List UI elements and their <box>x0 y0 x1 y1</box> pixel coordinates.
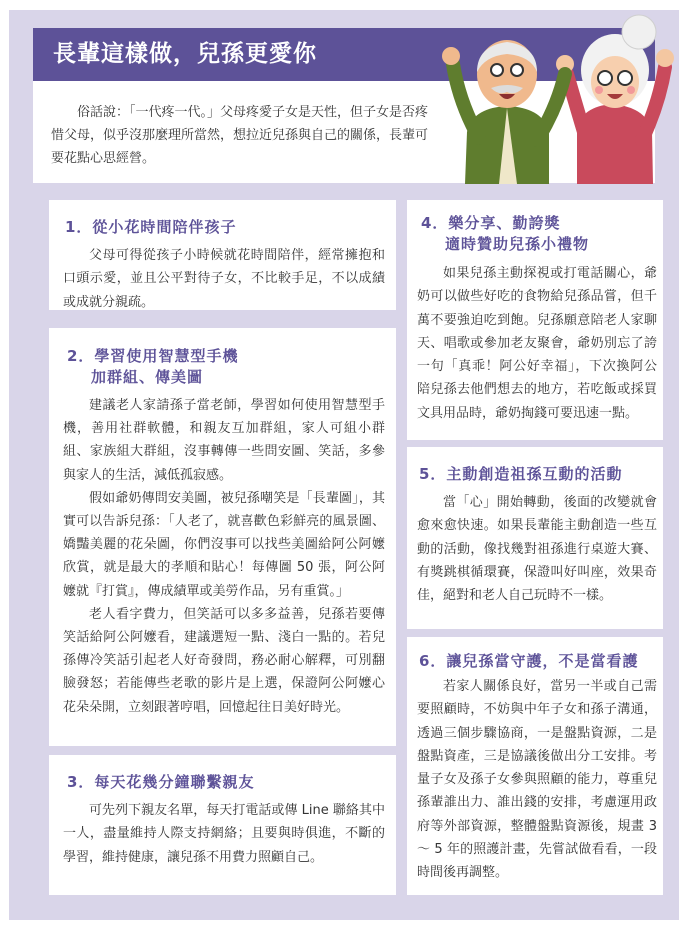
page-background <box>9 10 679 920</box>
section-body-1 <box>63 244 385 314</box>
section-card-4 <box>407 200 663 440</box>
section-title-3: 3．每天花幾分鐘聯繫親友 <box>67 773 255 791</box>
section-card-1 <box>49 200 396 310</box>
section-card-2 <box>49 328 396 746</box>
paragraph: 可先列下親友名單，每天打電話或傳 Line 聯絡其中一人，盡量維持人際支持網絡；且要與時俱進，不斷的學習，維持健康，讓兒孫不用費力照顧自己。 <box>63 803 385 865</box>
page-title: 長輩這樣做，兒孫更愛你 <box>53 41 317 67</box>
paragraph: 若家人關係良好，當另一半或自己需要照顧時，不妨與中年子女和孫子溝通，透過三個步驟協商，一是盤點資源，二是盤點資產，三是協議後做出分工安排。考量子女及孫子女參與照顧的能力，尊重兒孫輩誰出力、誰出錢的安排，考慮運用政府等外部資源，整體盤點資源後，規畫 3 ～ 5 年的照護計畫，先嘗試做看看，一段時間後再調整。 <box>417 679 657 881</box>
section-card-5 <box>407 447 663 629</box>
section-title-4: 4．樂分享、勤誇獎 適時贊助兒孫小禮物 <box>421 214 590 253</box>
section-title-5: 5．主動創造祖孫互動的活動 <box>419 465 623 483</box>
grandpa-figure <box>442 40 565 184</box>
elderly-couple-cheering-illustration <box>427 12 679 184</box>
section-body-6 <box>417 675 657 885</box>
section-title-1: 1．從小花時間陪伴孩子 <box>65 218 237 236</box>
paragraph: 老人看字費力，但笑話可以多多益善，兒孫若要傳笑話給阿公阿嬤看，建議選短一點、淺白一點的。若兒孫傳冷笑話引起老人好奇發問，務必耐心解釋，可別翻臉發怒；若能傳些老歌的影片是上選，保證阿公阿嬤心花朵朵開，立刻跟著哼唱，回憶起往日美好時光。 <box>63 606 385 715</box>
paragraph: 當「心」開始轉動，後面的改變就會愈來愈快速。如果長輩能主動創造一些互動的活動，像找幾對祖孫進行桌遊大賽、有獎跳棋循環賽，保證叫好叫座，效果奇佳，絕對和老人自己玩時不一樣。 <box>417 495 657 604</box>
intro-text: 俗話說：「一代疼一代。」父母疼愛子女是天性，但子女是否疼惜父母，似乎沒那麼理所當然，想拉近兒孫與自己的關係，長輩可要花點心思經營。 <box>51 105 429 166</box>
section-card-3 <box>49 755 396 895</box>
section-card-6 <box>407 637 663 895</box>
section-body-2 <box>63 394 385 719</box>
section-title-2: 2．學習使用智慧型手機 加群組、傳美圖 <box>67 347 239 386</box>
section-body-5 <box>417 491 657 607</box>
paragraph: 建議老人家請孫子當老師，學習如何使用智慧型手機，善用社群軟體，和親友互加群組，家人可組小群組、家族組大群組，沒事轉傳一些問安圖、笑話，多參與家人的生活，減低孤寂感。 <box>63 398 385 483</box>
paragraph: 假如爺奶傳問安美圖，被兒孫嘲笑是「長輩圖」，其實可以告訴兒孫：「人老了，就喜歡色彩鮮亮的風景圖、嬌豔美麗的花朵圖，你們沒事可以找些美圖給阿公阿嬤欣賞，就是最大的孝順和貼心！每傳圖 50 張，阿公阿嬤就『打賞』，傳成績單或美勞作品，另有重賞。」 <box>63 490 385 599</box>
paragraph: 父母可得從孩子小時候就花時間陪伴，經常擁抱和口頭示愛，並且公平對待子女，不比較手足，不以成績或成就分親疏。 <box>63 248 385 310</box>
section-title-6: 6．讓兒孫當守護，不是當看護 <box>419 652 639 670</box>
grandma-figure <box>556 15 674 184</box>
paragraph: 如果兒孫主動探視或打電話關心，爺奶可以做些好吃的食物給兒孫品嘗，但千萬不要強迫吃到飽。兒孫願意陪老人家聊天、唱歌或參加老友聚會，爺奶別忘了誇一句「真乖！阿公好幸福」，下次換阿公陪兒孫去他們想去的地方，若吃飯或採買文具用品時，爺奶掏錢可要迅速一點。 <box>417 266 657 421</box>
section-body-4 <box>417 262 657 425</box>
section-body-3 <box>63 799 385 869</box>
